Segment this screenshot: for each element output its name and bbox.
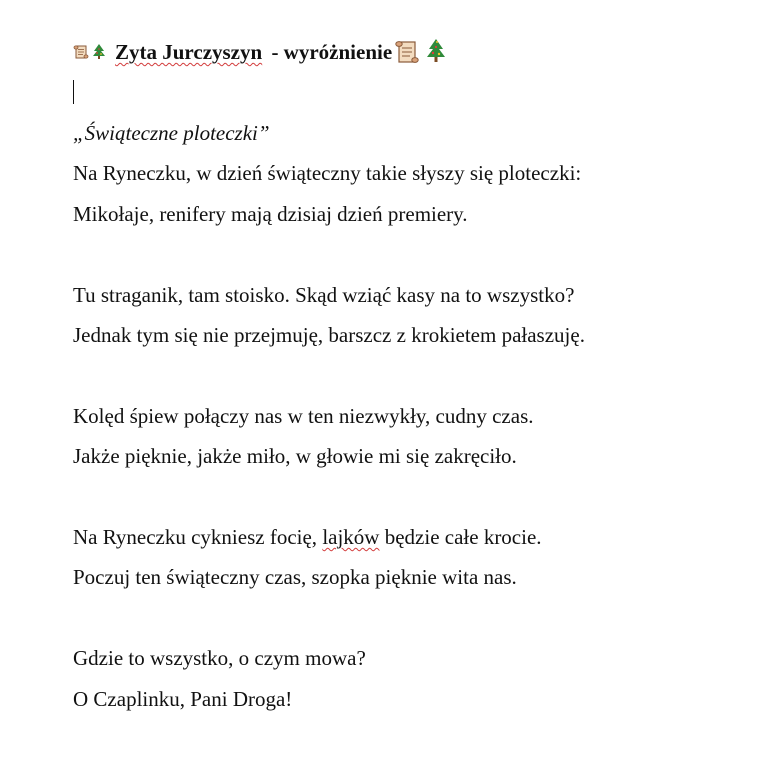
poem-line: O Czaplinku, Pani Droga! — [73, 687, 293, 711]
poem-line — [73, 524, 542, 550]
poem-title: „Świąteczne ploteczki” — [73, 121, 270, 145]
poem-line: Tu straganik, tam stoisko. Skąd wziąć kasy na to wszystko? — [73, 283, 575, 307]
spellcheck-flagged-word[interactable]: lajków — [322, 525, 380, 549]
text-cursor — [73, 80, 74, 104]
poem-line-text: będzie całe krocie. — [379, 525, 542, 549]
poem-line: Jednak tym się nie przejmuję, barszcz z krokietem pałaszuję. — [73, 323, 585, 347]
author-heading — [73, 38, 448, 66]
scroll-icon — [73, 44, 89, 60]
poem-line: Mikołaje, renifery mają dzisiaj dzień premiery. — [73, 202, 468, 226]
award-label: - wyróżnienie — [266, 40, 393, 64]
christmas-tree-icon — [424, 38, 448, 66]
poem-line: Poczuj ten świąteczny czas, szopka pięknie wita nas. — [73, 565, 517, 589]
author-name: Zyta Jurczyszyn — [115, 40, 263, 64]
scroll-icon — [394, 39, 420, 65]
christmas-tree-icon — [91, 43, 107, 61]
poem-line-text: Na Ryneczku cykniesz focię, — [73, 525, 323, 549]
poem-line: Jakże pięknie, jakże miło, w głowie mi się zakręciło. — [73, 444, 517, 468]
poem-line: Kolęd śpiew połączy nas w ten niezwykły, cudny czas. — [73, 404, 534, 428]
poem-line: Na Ryneczku, w dzień świąteczny takie słyszy się ploteczki: — [73, 161, 582, 185]
poem-line: Gdzie to wszystko, o czym mowa? — [73, 646, 366, 670]
